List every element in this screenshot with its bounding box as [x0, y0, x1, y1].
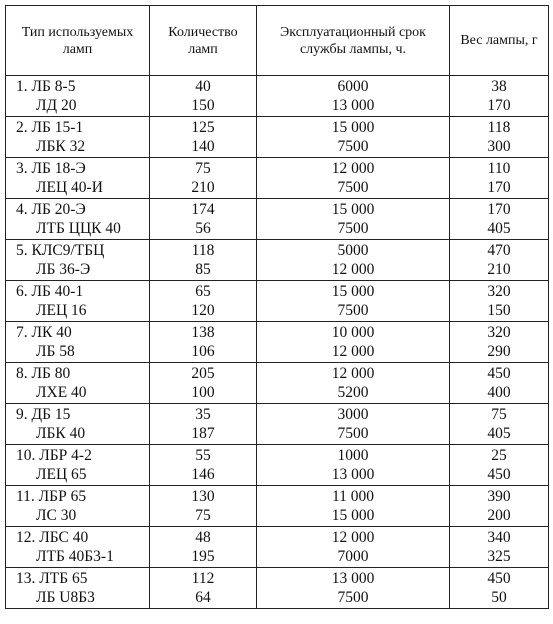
table-row: [6, 117, 549, 138]
header-service-life: Эксплуатационный срок службы лампы, ч.: [257, 6, 450, 76]
lamp-count-cell: 146: [150, 465, 257, 486]
header-lamp-type: Тип используемых ламп: [6, 6, 150, 76]
table-row: [6, 96, 549, 117]
lamp-count-cell: 56: [150, 219, 257, 240]
lamp-type-cell: ЛД 20: [6, 96, 150, 117]
lamp-count-cell: 187: [150, 424, 257, 445]
table-row: [6, 178, 549, 199]
lamp-weight-cell: 340: [450, 527, 549, 548]
table-row: [6, 588, 549, 609]
service-life-cell: 5000: [257, 240, 450, 261]
lamp-type-cell: 5. КЛС9/ТБЦ: [6, 240, 150, 261]
lamp-type-cell: 7. ЛК 40: [6, 322, 150, 343]
header-row: [6, 6, 549, 76]
lamp-type-cell: 8. ЛБ 80: [6, 363, 150, 384]
table-header: [6, 6, 549, 76]
lamp-weight-cell: 405: [450, 219, 549, 240]
lamp-weight-cell: 400: [450, 383, 549, 404]
lamp-count-cell: 130: [150, 486, 257, 507]
lamp-weight-cell: 110: [450, 158, 549, 179]
table-row: [6, 383, 549, 404]
table-row: [6, 301, 549, 322]
lamp-count-cell: 75: [150, 158, 257, 179]
lamp-weight-cell: 170: [450, 96, 549, 117]
lamp-weight-cell: 320: [450, 281, 549, 302]
lamp-count-cell: 118: [150, 240, 257, 261]
lamp-weight-cell: 470: [450, 240, 549, 261]
lamp-type-cell: 6. ЛБ 40-1: [6, 281, 150, 302]
table-row: [6, 363, 549, 384]
service-life-cell: 7500: [257, 424, 450, 445]
lamp-weight-cell: 325: [450, 547, 549, 568]
lamp-type-cell: 12. ЛБС 40: [6, 527, 150, 548]
lamp-type-cell: ЛС 30: [6, 506, 150, 527]
lamp-count-cell: 112: [150, 568, 257, 589]
lamp-count-cell: 174: [150, 199, 257, 220]
lamp-weight-cell: 450: [450, 363, 549, 384]
lamp-weight-cell: 320: [450, 322, 549, 343]
lamp-weight-cell: 300: [450, 137, 549, 158]
table-row: [6, 219, 549, 240]
service-life-cell: 7500: [257, 178, 450, 199]
lamp-type-cell: 1. ЛБ 8-5: [6, 76, 150, 97]
service-life-cell: 5200: [257, 383, 450, 404]
service-life-cell: 3000: [257, 404, 450, 425]
lamp-type-cell: ЛБ 36-Э: [6, 260, 150, 281]
lamp-type-cell: ЛЕЦ 40-И: [6, 178, 150, 199]
service-life-cell: 10 000: [257, 322, 450, 343]
lamp-type-cell: ЛТБ ЦЦК 40: [6, 219, 150, 240]
lamp-type-cell: 10. ЛБР 4-2: [6, 445, 150, 466]
lamp-count-cell: 140: [150, 137, 257, 158]
lamp-count-cell: 138: [150, 322, 257, 343]
lamp-type-cell: ЛЕЦ 65: [6, 465, 150, 486]
table-row: [6, 240, 549, 261]
lamp-count-cell: 64: [150, 588, 257, 609]
lamp-data-table: [5, 5, 549, 609]
service-life-cell: 7500: [257, 588, 450, 609]
lamp-weight-cell: 75: [450, 404, 549, 425]
lamp-type-cell: 2. ЛБ 15-1: [6, 117, 150, 138]
service-life-cell: 7500: [257, 219, 450, 240]
lamp-type-cell: ЛЕЦ 16: [6, 301, 150, 322]
table-row: [6, 342, 549, 363]
lamp-count-cell: 75: [150, 506, 257, 527]
service-life-cell: 12 000: [257, 260, 450, 281]
lamp-weight-cell: 405: [450, 424, 549, 445]
lamp-count-cell: 55: [150, 445, 257, 466]
table-row: [6, 260, 549, 281]
lamp-type-cell: 4. ЛБ 20-Э: [6, 199, 150, 220]
service-life-cell: 6000: [257, 76, 450, 97]
service-life-cell: 12 000: [257, 342, 450, 363]
table-row: [6, 445, 549, 466]
service-life-cell: 1000: [257, 445, 450, 466]
lamp-count-cell: 48: [150, 527, 257, 548]
service-life-cell: 12 000: [257, 158, 450, 179]
service-life-cell: 7000: [257, 547, 450, 568]
service-life-cell: 13 000: [257, 465, 450, 486]
service-life-cell: 15 000: [257, 199, 450, 220]
lamp-weight-cell: 290: [450, 342, 549, 363]
service-life-cell: 15 000: [257, 117, 450, 138]
lamp-type-cell: 13. ЛТБ 65: [6, 568, 150, 589]
table-body: [6, 76, 549, 609]
service-life-cell: 11 000: [257, 486, 450, 507]
lamp-weight-cell: 170: [450, 178, 549, 199]
service-life-cell: 7500: [257, 301, 450, 322]
lamp-weight-cell: 200: [450, 506, 549, 527]
lamp-count-cell: 106: [150, 342, 257, 363]
lamp-weight-cell: 118: [450, 117, 549, 138]
lamp-weight-cell: 25: [450, 445, 549, 466]
lamp-type-cell: ЛБ 58: [6, 342, 150, 363]
table-row: [6, 158, 549, 179]
service-life-cell: 7500: [257, 137, 450, 158]
service-life-cell: 13 000: [257, 568, 450, 589]
lamp-count-cell: 205: [150, 363, 257, 384]
table-row: [6, 137, 549, 158]
lamp-count-cell: 65: [150, 281, 257, 302]
lamp-type-cell: 11. ЛБР 65: [6, 486, 150, 507]
table-row: [6, 506, 549, 527]
service-life-cell: 15 000: [257, 506, 450, 527]
lamp-count-cell: 210: [150, 178, 257, 199]
table-row: [6, 404, 549, 425]
lamp-count-cell: 125: [150, 117, 257, 138]
lamp-type-cell: ЛБК 32: [6, 137, 150, 158]
lamp-weight-cell: 210: [450, 260, 549, 281]
table-row: [6, 527, 549, 548]
lamp-weight-cell: 38: [450, 76, 549, 97]
lamp-count-cell: 40: [150, 76, 257, 97]
lamp-weight-cell: 450: [450, 465, 549, 486]
header-lamp-weight: Вес лампы, г: [450, 6, 549, 76]
lamp-weight-cell: 170: [450, 199, 549, 220]
lamp-count-cell: 195: [150, 547, 257, 568]
lamp-count-cell: 120: [150, 301, 257, 322]
lamp-count-cell: 35: [150, 404, 257, 425]
lamp-count-cell: 85: [150, 260, 257, 281]
lamp-type-cell: ЛХЕ 40: [6, 383, 150, 404]
lamp-type-cell: ЛТБ 40Б3-1: [6, 547, 150, 568]
service-life-cell: 15 000: [257, 281, 450, 302]
table-row: [6, 465, 549, 486]
table-row: [6, 76, 549, 97]
table-row: [6, 281, 549, 302]
service-life-cell: 13 000: [257, 96, 450, 117]
table-row: [6, 547, 549, 568]
lamp-type-cell: ЛБ U8Б3: [6, 588, 150, 609]
lamp-type-cell: ЛБК 40: [6, 424, 150, 445]
lamp-weight-cell: 450: [450, 568, 549, 589]
lamp-weight-cell: 390: [450, 486, 549, 507]
lamp-count-cell: 150: [150, 96, 257, 117]
lamp-type-cell: 3. ЛБ 18-Э: [6, 158, 150, 179]
table-row: [6, 568, 549, 589]
lamp-weight-cell: 150: [450, 301, 549, 322]
lamp-type-cell: 9. ДБ 15: [6, 404, 150, 425]
lamp-count-cell: 100: [150, 383, 257, 404]
table-row: [6, 486, 549, 507]
table-row: [6, 424, 549, 445]
header-lamp-count: Количество ламп: [150, 6, 257, 76]
service-life-cell: 12 000: [257, 363, 450, 384]
service-life-cell: 12 000: [257, 527, 450, 548]
lamp-weight-cell: 50: [450, 588, 549, 609]
table-row: [6, 199, 549, 220]
table-row: [6, 322, 549, 343]
